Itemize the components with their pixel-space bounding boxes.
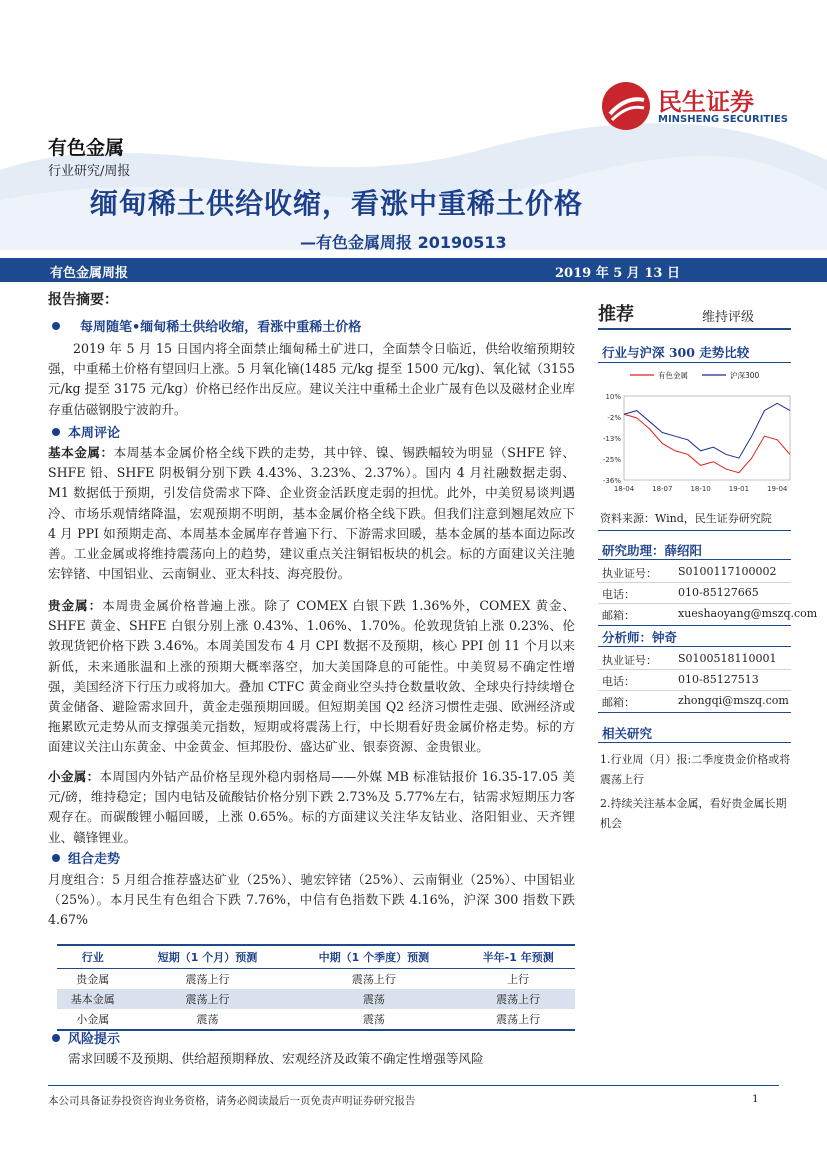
- x-tick-label: 18-04: [613, 485, 635, 493]
- section-risk-head: 风险提示: [68, 1032, 121, 1047]
- chart-source: 资料来源：Wind，民生证券研究院: [600, 512, 772, 525]
- table-header-row: [57, 945, 575, 969]
- table-cell: 贵金属: [76, 973, 110, 986]
- section-essay-body: 2019 年 5 月 15 日国内将全面禁止缅甸稀土矿进口，全面禁令日临近，供给收缩预期较强，中重稀土价格有望回归上涨。5 月氧化镝(1485 元/kg 提至 1500 元/kg)、氧化铽（3155 元/kg 提至 3175 元/kg）价格已经作出反应。建议关注中重稀土企业广晟有色以及磁材企业库存重估磁钢股宁波韵升。: [48, 341, 575, 417]
- table-row: [57, 989, 575, 1009]
- divider: [598, 742, 791, 743]
- section-portfolio-body: 月度组合：5 月组合推荐盛达矿业（25%）、驰宏锌锗（25%）、云南铜业（25%）、中国铝业（25%）。本月民生有色组合下跌 7.76%，中信有色指数下跌 4.16%，沪深 300 指数下跌 4.67%: [48, 872, 575, 928]
- precious-metals-paragraph: [48, 596, 575, 758]
- y-tick-label: -13%: [602, 435, 621, 443]
- related-item[interactable]: 2.持续关注基本金属，看好贵金属长期机会: [600, 797, 787, 830]
- divider: [598, 328, 791, 330]
- report-title: 缅甸稀土供给收缩，看涨中重稀土价格: [90, 187, 584, 220]
- rating-sub: 维持评级: [702, 310, 755, 325]
- analyst-email[interactable]: zhongqi@mszq.com: [678, 694, 789, 707]
- table-cell: 震荡: [286, 1009, 461, 1030]
- section-review-head: 本周评论: [68, 426, 121, 441]
- assistant-email-label: 邮箱：: [602, 609, 635, 622]
- table-cell: 震荡上行: [185, 973, 230, 986]
- plot-frame: [624, 396, 790, 480]
- assistant-cert: S0100117100002: [678, 565, 777, 578]
- y-tick-label: -25%: [602, 456, 621, 464]
- analyst-phone: 010-85127513: [678, 673, 759, 686]
- table-cell: 上行: [507, 973, 530, 986]
- divider: [598, 690, 791, 691]
- divider: [598, 582, 791, 583]
- company-logo: [600, 80, 800, 132]
- table-row: [57, 969, 575, 990]
- divider: [598, 646, 791, 647]
- bullet-icon: [52, 1034, 60, 1042]
- analyst-email-label: 邮箱：: [602, 696, 635, 709]
- base-metals-body: 本周基本金属价格全线下跌的走势，其中锌、镍、锡跌幅较为明显（SHFE 锌、SHFE 铅、SHFE 阴极铜分别下跌 4.43%、3.23%、2.37%）。国内 4 月社融数据走弱、M1 数据低于预期，引发信贷需求下降、企业资金活跃度走弱的担忧。此外，中美贸易谈判遇冷、市场乐观情绪降温，宏观预期不明朗，基本金属价格全线下跌。但我们注意到翘尾效应下 4 月 PPI 如预期走高、本周基本金属库存普遍下行、下游需求回暖，基本金属的基本面边际改善。工业金属或将维持震荡向上的趋势，建议重点关注铜铝板块的机会。标的方面建议关注驰宏锌锗、中国铝业、云南铜业、亚太科技、海亮股份。: [48, 445, 576, 582]
- table-cell: 震荡上行: [129, 989, 287, 1009]
- report-type: 行业研究/周报: [48, 164, 131, 179]
- minor-metals-label: 小金属：: [48, 769, 100, 784]
- logo-text-cn: 民生证券: [658, 88, 754, 116]
- base-metals-label: 基本金属：: [48, 445, 114, 460]
- y-tick-label: 10%: [605, 393, 621, 401]
- section-portfolio-head: 组合走势: [68, 852, 121, 867]
- related-heading: 相关研究: [602, 726, 653, 741]
- precious-metals-label: 贵金属：: [48, 598, 103, 613]
- divider: [598, 530, 791, 531]
- x-tick-label: 18-07: [652, 485, 673, 493]
- assistant-phone-label: 电话：: [602, 588, 635, 601]
- series-line: [624, 403, 790, 458]
- rating-label: 推荐: [598, 304, 634, 325]
- table-header-cell: 中期（1 个季度）预测: [286, 945, 461, 969]
- table-cell: 基本金属: [57, 989, 129, 1009]
- table-header-cell: 短期（1 个月）预测: [129, 945, 287, 969]
- logo-text-en: MINSHENG SECURITIES: [658, 114, 788, 125]
- analyst-phone-label: 电话：: [602, 675, 635, 688]
- bullet-icon: [52, 854, 60, 862]
- legend-label: 沪深300: [730, 371, 760, 380]
- page-number: 1: [752, 1093, 759, 1105]
- sector-label: 有色金属: [48, 137, 125, 159]
- table-cell: 震荡上行: [351, 973, 396, 986]
- x-tick-label: 19-01: [728, 485, 750, 493]
- header-bar-date: 2019 年 5 月 13 日: [555, 266, 680, 281]
- analyst-cert-label: 执业证号：: [602, 654, 657, 667]
- bullet-icon: [52, 428, 60, 436]
- header-bar-title: 有色金属周报: [50, 266, 129, 281]
- y-tick-label: -2%: [607, 414, 621, 422]
- divider: [598, 712, 791, 713]
- base-metals-paragraph: [48, 443, 575, 584]
- chart-heading: 行业与沪深 300 走势比较: [602, 345, 750, 360]
- divider: [598, 625, 791, 626]
- divider: [598, 559, 791, 560]
- performance-chart: [598, 366, 798, 502]
- analyst-heading: 分析师：钟奇: [602, 630, 678, 645]
- minor-metals-body: 本周国内外钴产品价格呈现外稳内弱格局——外媒 MB 标准钴报价 16.35-17.05 美元/磅，维持稳定；国内电钴及硫酸钴价格分别下跌 2.73%及 5.77%左右，钴需求短期压力客观存在。而碳酸锂小幅回暖，上涨 0.65%。标的方面建议关注华友钴业、洛阳钼业、天齐锂业、赣锋锂业。: [48, 769, 576, 845]
- bullet-icon: [52, 322, 60, 330]
- footer-divider: [48, 1085, 779, 1086]
- report-subtitle: —有色金属周报 20190513: [300, 233, 507, 252]
- x-tick-label: 19-04: [767, 485, 788, 493]
- footer-disclaimer: 本公司具备证券投资咨询业务资格，请务必阅读最后一页免责声明证券研究报告: [48, 1095, 416, 1107]
- assistant-heading: 研究助理：薛绍阳: [602, 543, 703, 558]
- divider: [598, 362, 791, 363]
- assistant-email[interactable]: xueshaoyang@mszq.com: [678, 607, 818, 620]
- table-cell: 震荡上行: [461, 989, 575, 1009]
- y-tick-label: -36%: [602, 477, 621, 485]
- related-item[interactable]: 1.行业周（月）报:二季度贵金价格或将震荡上行: [600, 753, 791, 786]
- table-header-cell: 半年-1 年预测: [461, 945, 575, 969]
- x-tick-label: 18-10: [690, 485, 711, 493]
- analyst-cert: S0100518110001: [678, 652, 777, 665]
- section-risk-body: 需求回暖不及预期、供给超预期释放、宏观经济及政策不确定性增强等风险: [68, 1051, 484, 1066]
- assistant-phone: 010-85127665: [678, 586, 759, 599]
- table-row: [57, 1009, 575, 1030]
- table-cell: 小金属: [57, 1009, 129, 1030]
- legend-label: 有色金属: [658, 371, 688, 380]
- divider: [598, 603, 791, 604]
- summary-title: 报告摘要：: [48, 292, 118, 308]
- logo-emblem-icon: [600, 80, 652, 132]
- table-cell: 震荡: [286, 989, 461, 1009]
- forecast-table: [57, 944, 575, 1031]
- divider: [598, 669, 791, 670]
- minor-metals-paragraph: [48, 767, 575, 848]
- table-cell: 震荡上行: [461, 1009, 575, 1030]
- table-cell: 震荡: [129, 1009, 287, 1030]
- assistant-cert-label: 执业证号：: [602, 567, 657, 580]
- table-header-cell: 行业: [57, 945, 129, 969]
- section-essay-head: 每周随笔•缅甸稀土供给收缩，看涨中重稀土价格: [80, 320, 362, 335]
- series-line: [624, 414, 790, 472]
- precious-metals-body: 本周贵金属价格普遍上涨。除了 COMEX 白银下跌 1.36%外，COMEX 黄金、SHFE 黄金、SHFE 白银分别上涨 0.43%、1.06%、1.70%。伦敦现货铂上涨 0.23%、伦敦现货钯价格下跌 3.46%。本周美国发布 4 月 CPI 数据不及预期，核心 PPI 创 11 个月以来新低，未来通胀温和上涨的预期大概率落空，加大美国降息的可能性。中美贸易不确定性增强，美国经济下行压力或将加大。叠加 CTFC 黄金商业空头持仓数量收敛、全球央行持续增仓黄金储备、避险需求回升，黄金走强预期回暖。但短期美国 Q2 经济习惯性走强、欧洲经济或拖累欧元走势从而支撑强美元指数，短期或将震荡上行，中长期看好贵金属价格走势。标的方面建议关注山东黄金、中金黄金、恒邦股份、盛达矿业、银泰资源、金贵银业。: [48, 598, 575, 755]
